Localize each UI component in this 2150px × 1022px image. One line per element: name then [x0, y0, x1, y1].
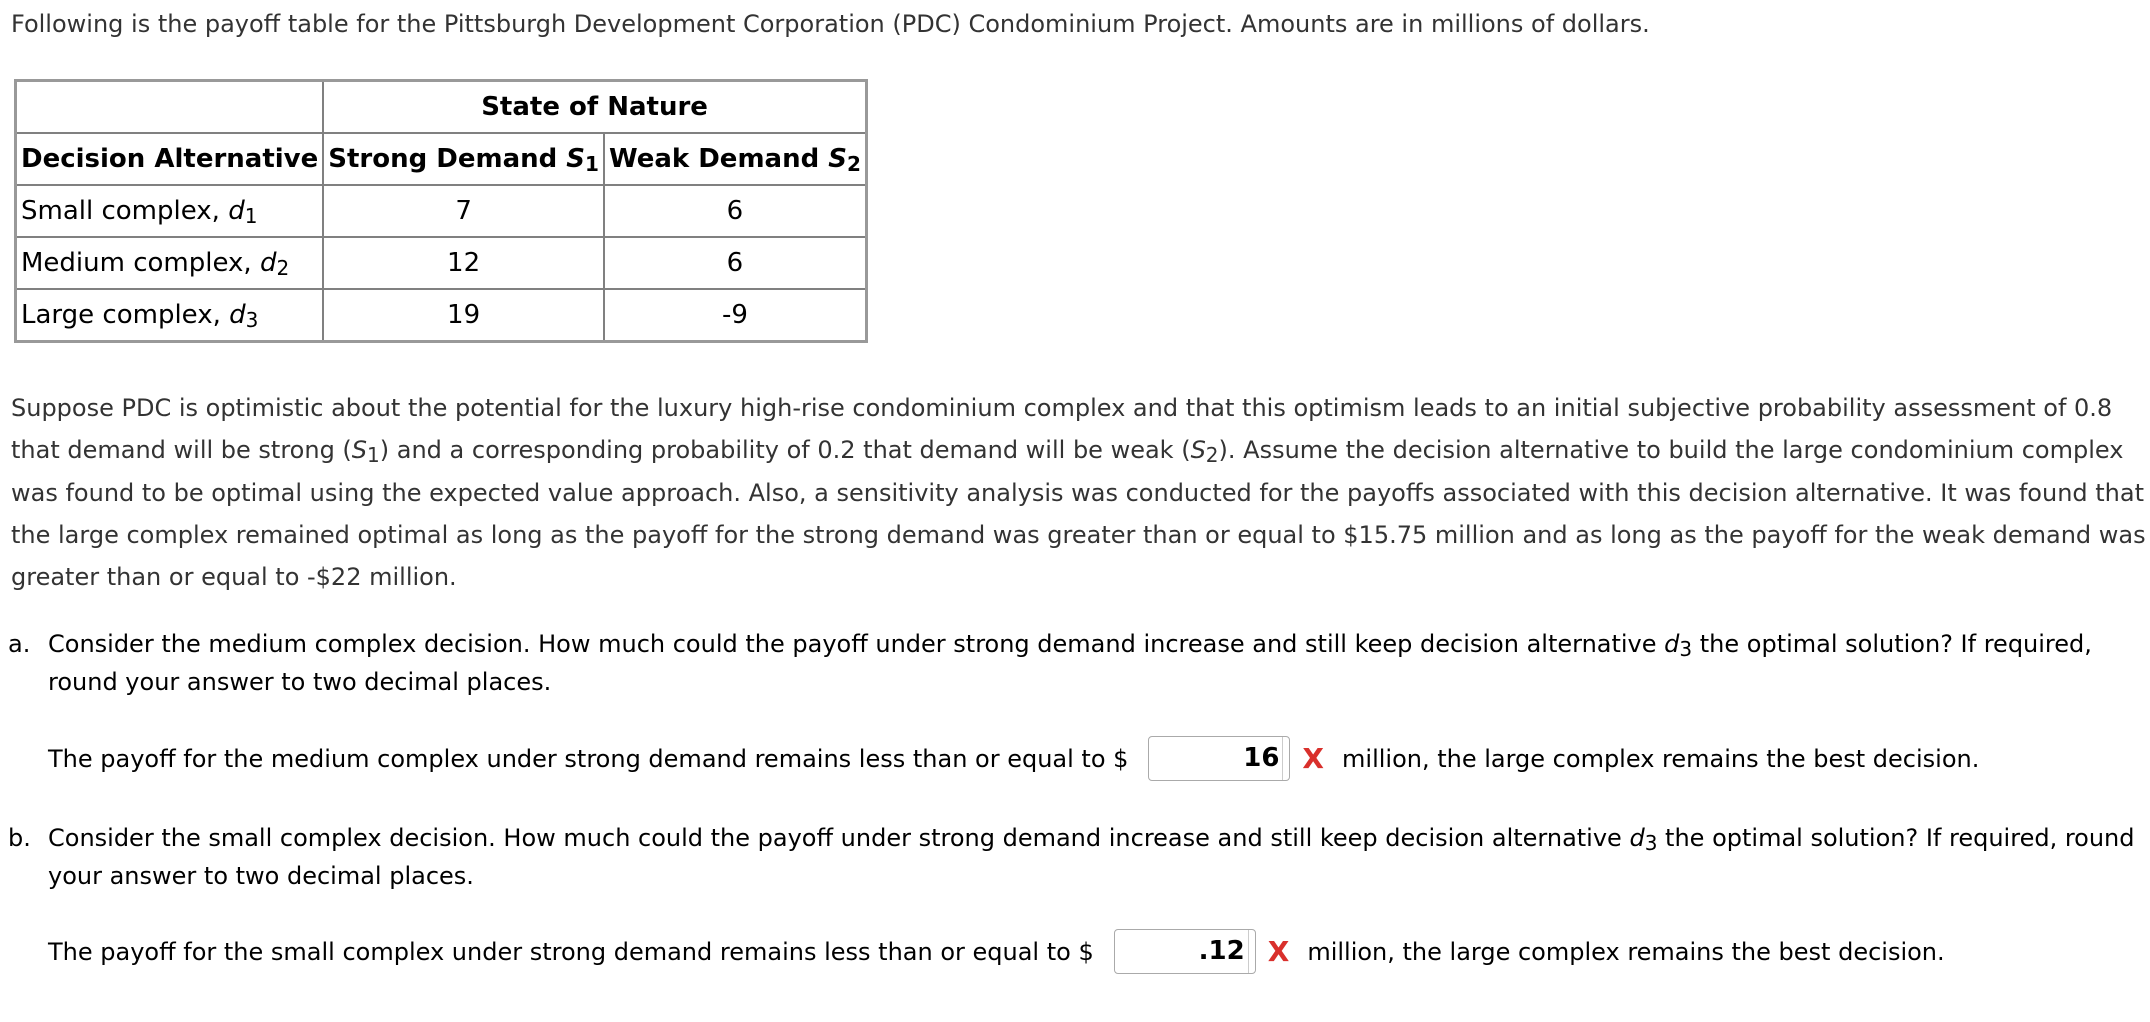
table-corner-cell [16, 81, 324, 134]
question-b-letter: b. [8, 824, 31, 852]
table-row [16, 237, 867, 289]
decision-alternative-header: Decision Alternative [16, 133, 324, 185]
table-row [16, 185, 867, 237]
cell-small-strong: 7 [323, 185, 604, 237]
cell-large-strong: 19 [323, 289, 604, 342]
cell-small-weak: 6 [604, 185, 866, 237]
row-label-small: Small complex, d1 [16, 185, 324, 237]
answer-b-prefix: The payoff for the small complex under strong demand remains less than or equal to $ [48, 937, 1094, 966]
question-b [8, 820, 2143, 895]
incorrect-x-icon: X [1302, 742, 1325, 775]
table-subheader-row [16, 133, 867, 185]
answer-a-input[interactable]: 16 [1148, 736, 1290, 781]
row-label-large: Large complex, d3 [16, 289, 324, 342]
row-label-medium: Medium complex, d2 [16, 237, 324, 289]
answer-a-prefix: The payoff for the medium complex under strong demand remains less than or equal to $ [48, 744, 1129, 773]
question-a-letter: a. [8, 630, 31, 658]
table-row [16, 289, 867, 342]
cell-medium-weak: 6 [604, 237, 866, 289]
payoff-table [14, 79, 868, 343]
answer-b-row [48, 929, 1945, 974]
question-a [8, 626, 2143, 701]
cell-large-weak: -9 [604, 289, 866, 342]
intro-text: Following is the payoff table for the Pittsburgh Development Corporation (PDC) Condominium Project. Amounts are in millions of dollars. [11, 10, 1650, 38]
answer-b-input[interactable]: .12 [1114, 929, 1256, 974]
table-header-row [16, 81, 867, 134]
answer-a-row [48, 736, 1979, 781]
question-b-text: Consider the small complex decision. How much could the payoff under strong demand increase and still keep decision alternative d3 the optimal solution? If required, round your answer to two decimal places. [48, 824, 2135, 890]
answer-a-suffix: million, the large complex remains the best decision. [1342, 744, 1980, 773]
incorrect-x-icon: X [1267, 935, 1290, 968]
state-of-nature-header: State of Nature [323, 81, 866, 134]
question-a-text: Consider the medium complex decision. How much could the payoff under strong demand increase and still keep decision alternative d3 the optimal solution? If required, round your answer to two decimal places. [48, 630, 2092, 696]
answer-b-suffix: million, the large complex remains the best decision. [1307, 937, 1945, 966]
cell-medium-strong: 12 [323, 237, 604, 289]
weak-demand-header: Weak Demand S2 [604, 133, 866, 185]
strong-demand-header: Strong Demand S1 [323, 133, 604, 185]
problem-paragraph: Suppose PDC is optimistic about the potential for the luxury high-rise condominium complex and that this optimism leads to an initial subjective probability assessment of 0.8 that demand will be strong (S1) and a corresponding probability of 0.2 that demand will be weak (S2). Assume the decision alternative to build the large condominium complex was found to be optimal using the expected value approach. Also, a sensitivity analysis was conducted for the payoffs associated with this decision alternative. It was found that the large complex remained optimal as long as the payoff for the strong demand was greater than or equal to $15.75 million and as long as the payoff for the weak demand was greater than or equal to -$22 million. [11, 394, 2146, 591]
